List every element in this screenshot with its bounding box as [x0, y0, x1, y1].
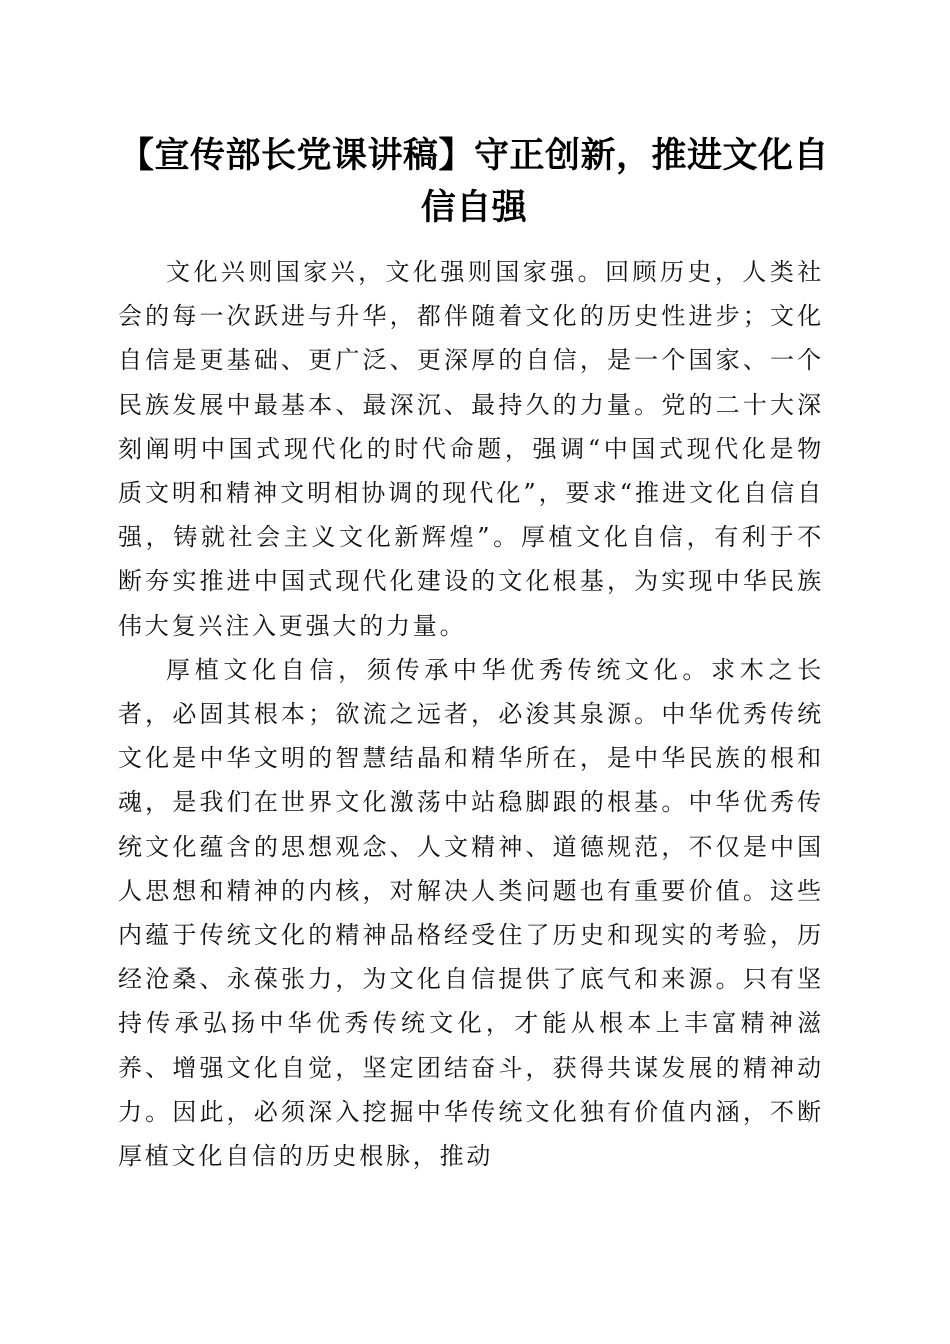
document-title: 【宣传部长党课讲稿】守正创新，推进文化自信自强 — [118, 135, 829, 228]
document-body — [118, 250, 824, 1178]
paragraph-1: 文化兴则国家兴，文化强则国家强。回顾历史，人类社会的每一次跃进与升华，都伴随着文化的历史性进步；文化自信是更基础、更广泛、更深厚的自信，是一个国家、一个民族发展中最基本、最深沉、最持久的力量。党的二十大深刻阐明中国式现代化的时代命题，强调“中国式现代化是物质文明和精神文明相协调的现代化”，要求“推进文化自信自强，铸就社会主义文化新辉煌”。厚植文化自信，有利于不断夯实推进中国式现代化建设的文化根基，为实现中华民族伟大复兴注入更强大的力量。 — [118, 258, 824, 640]
paragraph-2: 厚植文化自信，须传承中华优秀传统文化。求木之长者，必固其根本；欲流之远者，必浚其泉源。中华优秀传统文化是中华文明的智慧结晶和精华所在，是中华民族的根和魂，是我们在世界文化激荡中站稳脚跟的根基。中华优秀传统文化蕴含的思想观念、人文精神、道德规范，不仅是中国人思想和精神的内核，对解决人类问题也有重要价值。这些内蕴于传统文化的精神品格经受住了历史和现实的考验，历经沧桑、永葆张力，为文化自信提供了底气和来源。只有坚持传承弘扬中华优秀传统文化，才能从根本上丰富精神滋养、增强文化自觉，坚定团结奋斗，获得共谋发展的精神动力。因此，必须深入挖掘中华传统文化独有价值内涵，不断厚植文化自信的历史根脉，推动 — [118, 655, 824, 1171]
